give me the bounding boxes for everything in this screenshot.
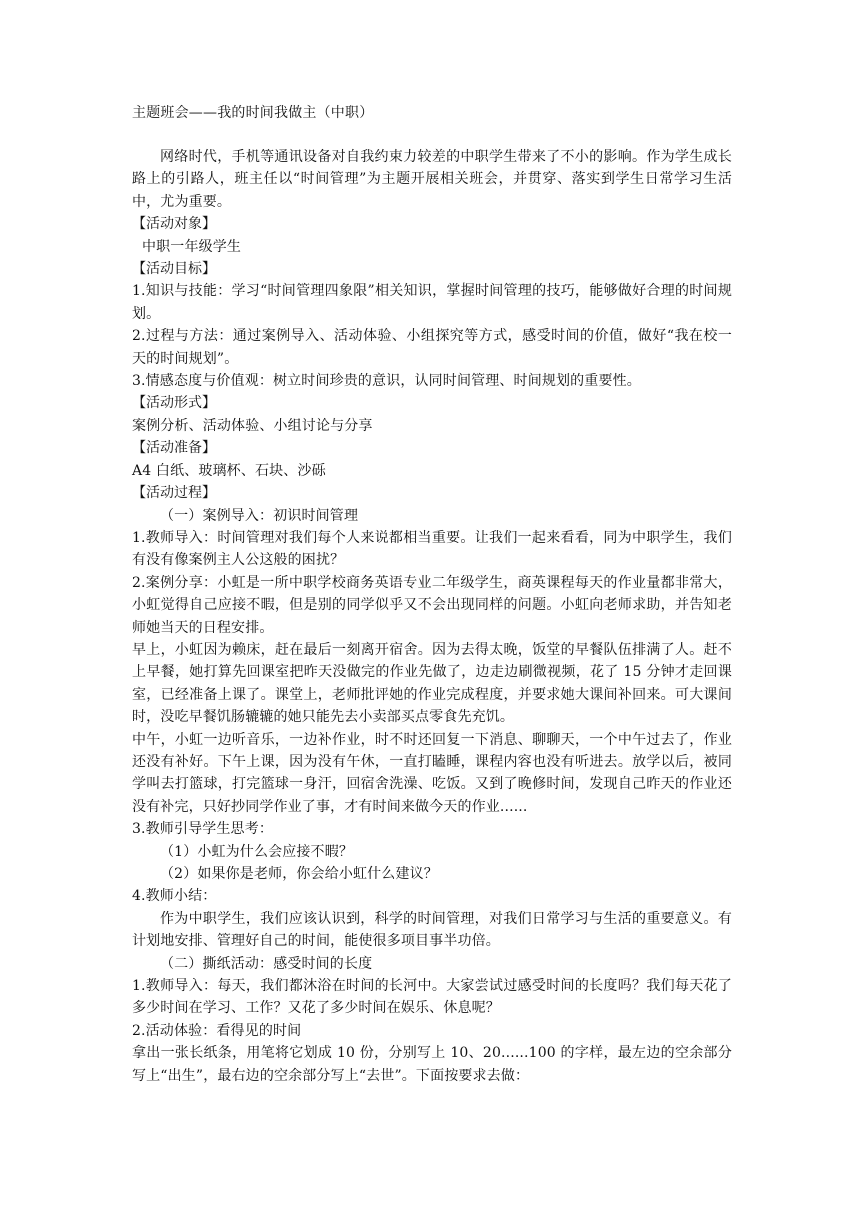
case-noon: 中午，小虹一边听音乐，一边补作业，时不时还回复一下消息、聊聊天，一个中午过去了，作业还没有补好。下午上课，因为没有午休，一直打瞌睡，课程内容也没有听进去。放学以后，被同学叫去打篮球，打完篮球一身汗，回宿舍洗澡、吃饭。又到了晚修时间，发现自己昨天的作业还没有补完，只好抄同学作业了事，才有时间来做今天的作业...... xyxy=(132,731,732,815)
section-heading-goal: 【活动目标】 xyxy=(132,261,216,278)
intro-paragraph: 网络时代，手机等通讯设备对自我约束力较差的中职学生带来了不小的影响。作为学生成长路上的引路人，班主任以“时间管理”为主题开展相关班会，并贯穿、落实到学生日常学习生活中，尤为重要。 xyxy=(132,149,732,210)
part2-title: （二）撕纸活动：感受时间的长度 xyxy=(160,955,373,972)
part2-step-2: 2.活动体验：看得见的时间 xyxy=(132,1022,302,1039)
document-page xyxy=(132,102,732,1087)
goal-item-3: 3.情感态度与价值观：树立时间珍贵的意识，认同时间管理、时间规划的重要性。 xyxy=(132,373,641,390)
prep-text: A4 白纸、玻璃杯、石块、沙砾 xyxy=(132,462,326,479)
form-text: 案例分析、活动体验、小组讨论与分享 xyxy=(132,417,373,434)
question-2: （2）如果你是老师，你会给小虹什么建议？ xyxy=(160,866,438,882)
goal-item-1: 1.知识与技能：学习“时间管理四象限”相关知识，掌握时间管理的技巧，能够做好合理的时间规划。 xyxy=(132,283,732,322)
case-morning: 早上，小虹因为赖床，赶在最后一刻离开宿舍。因为去得太晚，饭堂的早餐队伍排满了人。赶不上早餐，她打算先回课室把昨天没做完的作业先做了，边走边刷微视频，花了 15 分钟才走回课室，已经准备上课了。课堂上，老师批评她的作业完成程度，并要求她大课间补回来。可大课间时，没吃早餐饥肠辘辘的她只能先去小卖部买点零食先充饥。 xyxy=(132,641,732,726)
part2-description: 拿出一张长纸条，用笔将它划成 10 份，分别写上 10、20......100 的字样，最左边的空余部分写上“出生”，最右边的空余部分写上“去世”。下面按要求去做： xyxy=(132,1045,732,1084)
part1-step-3: 3.教师引导学生思考： xyxy=(132,821,274,838)
part2-step-1: 1.教师导入：每天，我们都沐浴在时间的长河中。大家尝试过感受时间的长度吗？我们每天花了多少时间在学习、工作？又花了多少时间在娱乐、休息呢？ xyxy=(132,978,732,1017)
section-heading-process: 【活动过程】 xyxy=(132,485,216,502)
object-text: 中职一年级学生 xyxy=(142,238,242,255)
section-heading-object: 【活动对象】 xyxy=(132,216,216,233)
part1-step-1: 1.教师导入：时间管理对我们每个人来说都相当重要。让我们一起来看看，同为中职学生，我们有没有像案例主人公这般的困扰？ xyxy=(132,529,732,569)
section-heading-prep: 【活动准备】 xyxy=(132,440,216,457)
question-1: （1）小虹为什么会应接不暇？ xyxy=(160,843,354,860)
section-heading-form: 【活动形式】 xyxy=(132,395,216,412)
goal-item-2: 2.过程与方法：通过案例导入、活动体验、小组探究等方式，感受时间的价值，做好“我在校一天的时间规划”。 xyxy=(132,328,732,367)
teacher-summary: 作为中职学生，我们应该认识到，科学的时间管理，对我们日常学习与生活的重要意义。有计划地安排、管理好自己的时间，能使很多项目事半功倍。 xyxy=(132,910,732,950)
part1-step-4: 4.教师小结： xyxy=(132,888,217,905)
part1-title: （一）案例导入：初识时间管理 xyxy=(160,507,359,524)
part1-step-2: 2.案例分享：小虹是一所中职学校商务英语专业二年级学生，商英课程每天的作业量都非常大，小虹觉得自己应接不暇，但是别的同学似乎又不会出现同样的问题。小虹向老师求助，并告知老师她当天的日程安排。 xyxy=(132,574,732,636)
document-title: 主题班会——我的时间我做主（中职） xyxy=(132,105,374,121)
